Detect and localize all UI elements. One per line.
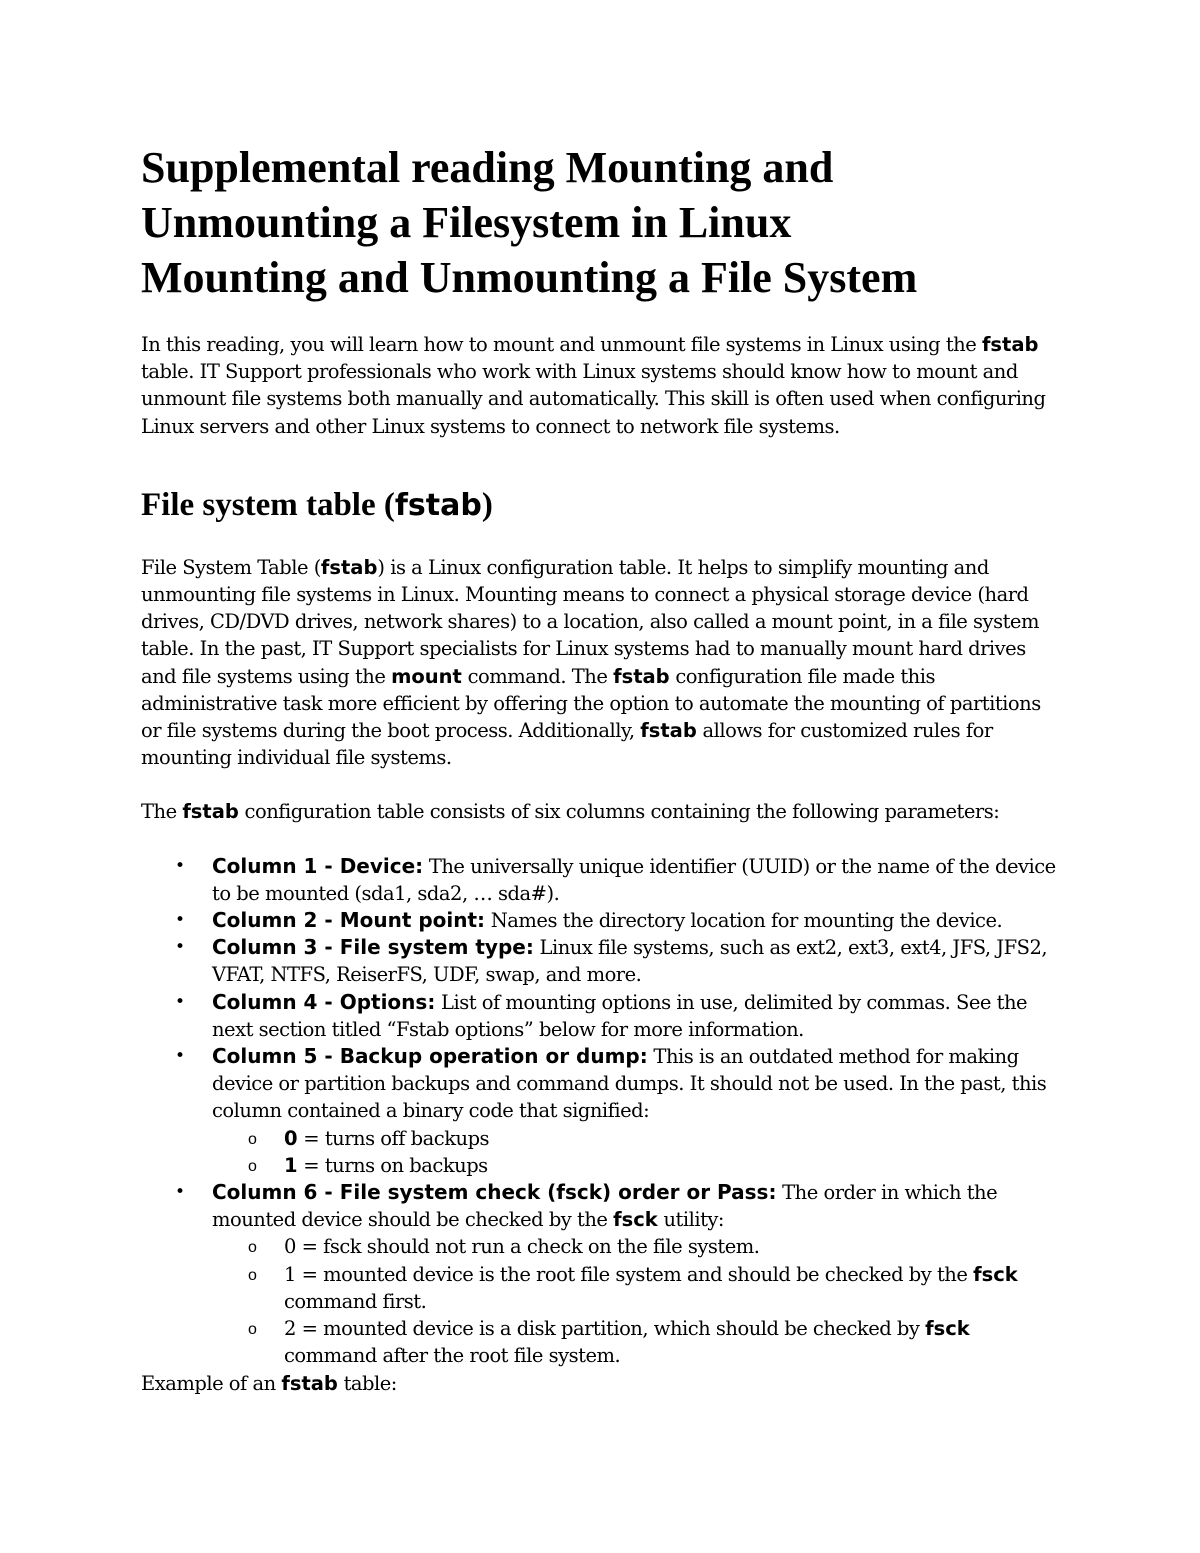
- code-fstab: fstab: [981, 333, 1039, 356]
- code-value: 1: [284, 1153, 298, 1177]
- code-fstab: fstab: [613, 664, 670, 688]
- para1-text-5: allows for customized rules for mounting individual file systems.: [141, 719, 993, 770]
- para1-text-3: command. The: [461, 664, 614, 688]
- sub-list-item: [248, 1315, 1066, 1369]
- document-page: [141, 140, 1066, 1397]
- para2-text-2: configuration table consists of six columns containing the following parameters:: [238, 800, 1000, 824]
- title-line-1: Supplemental reading Mounting and: [141, 143, 834, 192]
- sub-item-text: 2 = mounted device is a disk partition, which should be checked by: [284, 1317, 926, 1341]
- sub-item-text: 0 = fsck should not run a check on the file system.: [284, 1235, 760, 1259]
- sub-item-text: 1 = mounted device is the root file system and should be checked by the: [284, 1262, 974, 1286]
- sub-bullet-icon: o: [248, 1321, 257, 1339]
- bullet-icon: •: [175, 855, 185, 876]
- column-text-2: utility:: [657, 1208, 725, 1232]
- sub-item-text: = turns on backups: [297, 1153, 488, 1177]
- sub-list-item: [248, 1125, 1066, 1152]
- section-heading-fstab: [141, 485, 1066, 526]
- intro-text-2: table. IT Support professionals who work with Linux systems should know how to mount and unmount file systems both manually and automatically. This skill is often used when configuring Linux servers and other Linux systems to connect to network file systems.: [141, 360, 1046, 438]
- code-fstab: fstab: [281, 1371, 338, 1395]
- column-text: This is an outdated method for making device or partition backups and command dumps. It should not be used. In the past, this column contained a binary code that signified:: [212, 1045, 1047, 1123]
- sub-item-text-2: command first.: [284, 1289, 427, 1313]
- fsck-order-list: [212, 1233, 1066, 1369]
- sub-bullet-icon: o: [248, 1157, 257, 1175]
- column-text: List of mounting options in use, delimited by commas. See the next section titled “Fstab options” below for more information.: [212, 990, 1028, 1041]
- sub-bullet-icon: o: [248, 1130, 257, 1148]
- title-line-2: Unmounting a Filesystem in Linux: [141, 198, 792, 247]
- para2-text-1: The: [141, 800, 183, 824]
- heading-code: fstab: [394, 487, 482, 523]
- column-text: Linux file systems, such as ext2, ext3, ext4, JFS, JFS2, VFAT, NTFS, ReiserFS, UDF, swap, and more.: [212, 936, 1048, 987]
- backup-codes-list: [212, 1125, 1066, 1179]
- column-label: Column 3 - File system type:: [212, 935, 534, 960]
- list-item-column-2: [175, 907, 1066, 934]
- column-label: Column 6 - File system check (fsck) order or Pass:: [212, 1180, 777, 1205]
- bullet-icon: •: [175, 1182, 185, 1203]
- sub-bullet-icon: o: [248, 1239, 257, 1257]
- list-item-column-6: [175, 1179, 1066, 1369]
- heading-text: File system table (: [141, 486, 395, 523]
- column-text: Names the directory location for mounting the device.: [485, 909, 1003, 933]
- column-label: Column 4 - Options:: [212, 989, 436, 1014]
- code-mount: mount: [391, 664, 462, 688]
- list-item-column-1: [175, 853, 1066, 907]
- list-item-column-3: [175, 934, 1066, 988]
- fstab-description-paragraph: [141, 554, 1066, 772]
- code-fstab: fstab: [182, 800, 239, 824]
- heading-close: ): [481, 486, 493, 523]
- title-line-3: Mounting and Unmounting a File System: [141, 253, 918, 302]
- bullet-icon: •: [175, 991, 185, 1012]
- code-fstab: fstab: [640, 719, 697, 743]
- code-fstab: fstab: [320, 555, 378, 579]
- column-text: The order in which the mounted device should be checked by the: [212, 1181, 998, 1232]
- para1-text-4: configuration file made this administrative task more efficient by offering the option to automate the mounting of partitions or file systems during the boot process. Additionally,: [141, 664, 1041, 743]
- list-item-column-5: [175, 1043, 1066, 1179]
- example-text-2: table:: [337, 1371, 397, 1395]
- bullet-icon: •: [175, 1046, 185, 1067]
- code-fsck: fsck: [613, 1208, 658, 1232]
- column-label: Column 2 - Mount point:: [212, 908, 486, 933]
- para1-text-2: ) is a Linux configuration table. It helps to simplify mounting and unmounting file systems in Linux. Mounting means to connect a physical storage device (hard drives, CD/DVD drives, network shares) to a location, also called a mount point, in a file system table. In the past, IT Support specialists for Linux systems had to manually mount hard drives and file systems using the: [141, 555, 1039, 688]
- page-title: [141, 140, 1066, 305]
- sub-item-text: = turns off backups: [297, 1126, 490, 1150]
- columns-list: [141, 853, 1066, 1370]
- sub-bullet-icon: o: [248, 1266, 257, 1284]
- intro-text-1: In this reading, you will learn how to mount and unmount file systems in Linux using the: [141, 333, 982, 356]
- code-value: 0: [284, 1126, 298, 1150]
- column-text: The universally unique identifier (UUID) or the name of the device to be mounted (sda1, sda2, … sda#).: [212, 854, 1056, 905]
- list-item-column-4: [175, 989, 1066, 1043]
- column-label: Column 5 - Backup operation or dump:: [212, 1044, 648, 1069]
- column-label: Column 1 - Device:: [212, 853, 424, 878]
- sub-list-item: [248, 1261, 1066, 1315]
- example-caption: [141, 1370, 1066, 1397]
- sub-item-text-2: command after the root file system.: [284, 1344, 621, 1368]
- bullet-icon: •: [175, 937, 185, 958]
- example-text-1: Example of an: [141, 1371, 282, 1395]
- sub-list-item: [248, 1152, 1066, 1179]
- para1-text-1: File System Table (: [141, 555, 321, 579]
- code-fsck: fsck: [973, 1262, 1018, 1286]
- sub-list-item: [248, 1233, 1066, 1260]
- intro-paragraph: [141, 331, 1066, 440]
- bullet-icon: •: [175, 910, 185, 931]
- code-fsck: fsck: [925, 1317, 970, 1341]
- columns-intro-paragraph: [141, 798, 1066, 825]
